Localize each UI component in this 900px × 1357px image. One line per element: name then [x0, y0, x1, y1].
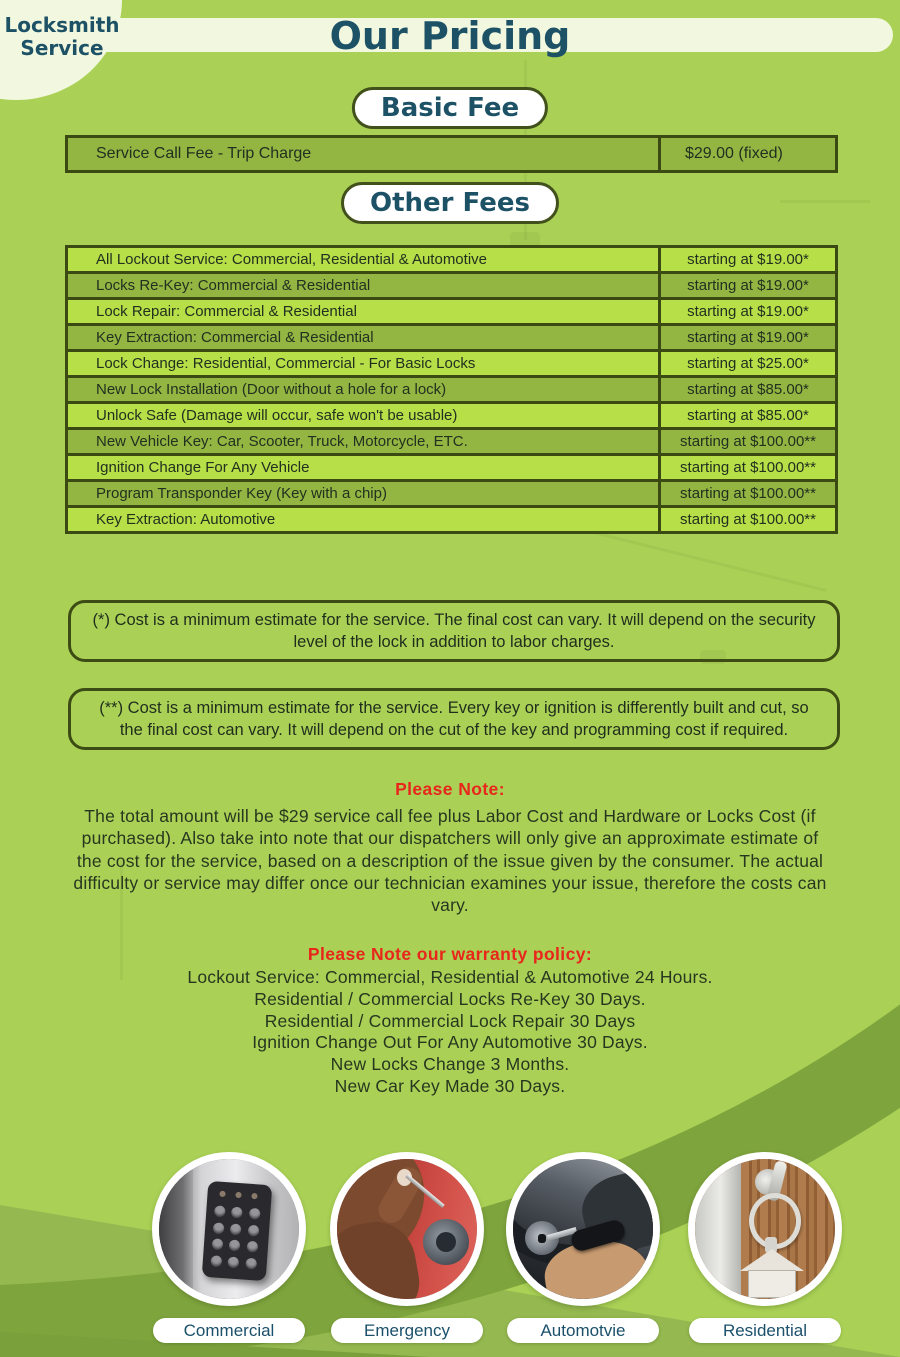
label-residential[interactable]: Residential	[689, 1318, 841, 1343]
logo-text	[2, 14, 122, 60]
please-note-body: The total amount will be $29 service call fee plus Labor Cost and Hardware or Locks Cost (if purchased). Also take into note that our dispatchers will only give an approximate estimate of the cost for the service, based on a description of the issue given by the consumer. The actual difficulty or service may differ once our technician examines your issue, therefore the costs can vary.	[73, 806, 827, 916]
house-roof-art	[740, 1249, 804, 1271]
warranty-line: Residential / Commercial Locks Re-Key 30 Days.	[254, 988, 646, 1009]
service-cell: Key Extraction: Automotive	[68, 508, 661, 531]
basic-fee-heading: Basic Fee	[352, 87, 548, 129]
service-cell: New Lock Installation (Door without a hole for a lock)	[68, 378, 661, 401]
table-row	[68, 508, 835, 531]
price-cell: starting at $100.00**	[680, 459, 816, 476]
lockpick-illustration	[337, 1159, 477, 1299]
warranty-section	[0, 944, 900, 1098]
table-row	[68, 352, 835, 378]
page-title: Our Pricing	[329, 14, 571, 58]
service-cell: Ignition Change For Any Vehicle	[68, 456, 661, 479]
price-cell: starting at $19.00*	[687, 277, 809, 294]
other-fees-heading: Other Fees	[341, 182, 559, 224]
label-emergency[interactable]: Emergency	[331, 1318, 483, 1343]
warranty-heading: Please Note our warranty policy:	[307, 944, 593, 964]
service-automotive	[506, 1152, 660, 1340]
table-row	[68, 300, 835, 326]
price-cell: starting at $100.00**	[680, 511, 816, 528]
commercial-photo[interactable]	[152, 1152, 306, 1306]
price-cell: starting at $25.00*	[687, 355, 809, 372]
table-row	[68, 456, 835, 482]
service-cell: Service Call Fee - Trip Charge	[68, 138, 661, 170]
price-cell: starting at $100.00**	[680, 485, 816, 502]
warranty-line: Lockout Service: Commercial, Residential & Automotive 24 Hours.	[187, 967, 713, 987]
note-double-asterisk: (**) Cost is a minimum estimate for the service. Every key or ignition is differently built and cut, so the final cost can vary. It will depend on the cut of the key and programming cost if required.	[68, 688, 840, 750]
house-body-art	[748, 1270, 796, 1298]
door-frame-art	[695, 1159, 741, 1299]
service-cell: Lock Change: Residential, Commercial - For Basic Locks	[68, 352, 661, 375]
note-single-asterisk: (*) Cost is a minimum estimate for the service. The final cost can vary. It will depend on the security level of the lock in addition to labor charges.	[68, 600, 840, 662]
lock-core-art	[436, 1232, 456, 1252]
warranty-line: Residential / Commercial Lock Repair 30 Days	[264, 1010, 636, 1031]
keypad-led	[251, 1193, 257, 1199]
keypad-led	[235, 1192, 241, 1198]
warranty-line: New Car Key Made 30 Days.	[334, 1075, 566, 1096]
table-row	[68, 326, 835, 352]
price-cell: starting at $85.00*	[687, 381, 809, 398]
service-cell: All Lockout Service: Commercial, Residential & Automotive	[68, 248, 661, 271]
keypad-art	[202, 1181, 273, 1281]
table-row	[68, 378, 835, 404]
circuit-decoration	[780, 200, 870, 203]
logo-line2: Service	[20, 36, 104, 60]
service-cell: Unlock Safe (Damage will occur, safe won't be usable)	[68, 404, 661, 427]
logo-line1: Locksmith	[4, 13, 120, 37]
door-edge-art	[159, 1159, 193, 1299]
label-automotive[interactable]: Automotvie	[507, 1318, 659, 1343]
service-cell: Locks Re-Key: Commercial & Residential	[68, 274, 661, 297]
price-cell: starting at $19.00*	[687, 303, 809, 320]
keypad-buttons	[210, 1205, 262, 1270]
service-commercial	[152, 1152, 306, 1340]
keypad-led	[219, 1191, 225, 1197]
service-cell: New Vehicle Key: Car, Scooter, Truck, Motorcycle, ETC.	[68, 430, 661, 453]
please-note-section	[0, 779, 900, 916]
service-cell: Key Extraction: Commercial & Residential	[68, 326, 661, 349]
table-row	[68, 404, 835, 430]
table-row	[68, 430, 835, 456]
please-note-heading: Please Note:	[395, 779, 505, 799]
price-cell: starting at $19.00*	[687, 251, 809, 268]
label-commercial[interactable]: Commercial	[153, 1318, 305, 1343]
keypad-illustration	[159, 1159, 299, 1299]
ignition-slot-art	[538, 1234, 546, 1243]
service-emergency	[330, 1152, 484, 1340]
price-cell: starting at $19.00*	[687, 329, 809, 346]
price-cell: starting at $100.00**	[680, 433, 816, 450]
other-fees-table	[65, 245, 838, 534]
price-cell: $29.00 (fixed)	[685, 145, 783, 162]
service-cell: Program Transponder Key (Key with a chip)	[68, 482, 661, 505]
service-residential	[688, 1152, 842, 1340]
automotive-photo[interactable]	[506, 1152, 660, 1306]
warranty-line: Ignition Change Out For Any Automotive 30 Days.	[252, 1032, 648, 1053]
basic-fee-table	[65, 135, 838, 173]
ignition-key-illustration	[513, 1159, 653, 1299]
table-row	[68, 482, 835, 508]
table-row	[68, 138, 835, 170]
table-row	[68, 248, 835, 274]
table-row	[68, 274, 835, 300]
service-cell: Lock Repair: Commercial & Residential	[68, 300, 661, 323]
house-keys-illustration	[695, 1159, 835, 1299]
warranty-line: New Locks Change 3 Months.	[330, 1054, 570, 1075]
emergency-photo[interactable]	[330, 1152, 484, 1306]
price-cell: starting at $85.00*	[687, 407, 809, 424]
residential-photo[interactable]	[688, 1152, 842, 1306]
